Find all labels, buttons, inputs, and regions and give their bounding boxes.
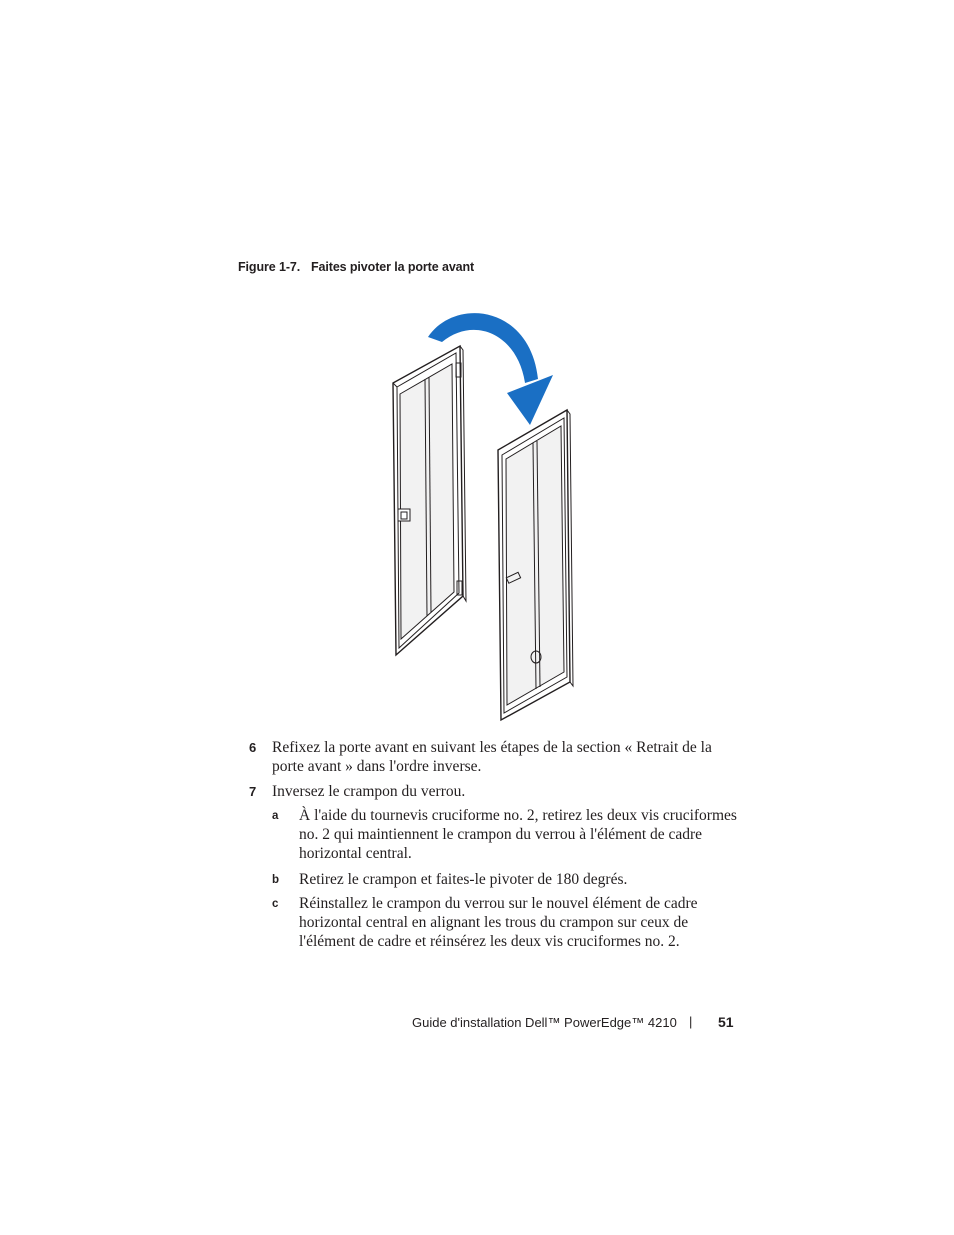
substep-letter: c (272, 898, 279, 910)
step-number: 7 (249, 784, 257, 799)
figure-number: Figure 1-7. (238, 260, 301, 274)
step-number: 6 (249, 740, 257, 755)
step-text: Refixez la porte avant en suivant les étapes de la section « Retrait de la porte avant » dans l'ordre inverse. (272, 739, 712, 775)
arrow-head (507, 375, 553, 425)
figure-caption (238, 260, 474, 274)
substep-text: À l'aide du tournevis cruciforme no. 2, retirez les deux vis cruciformes no. 2 qui maintiennent le crampon du verrou à l'élément de cadre horizontal central. (299, 807, 737, 862)
figure-title: Faites pivoter la porte avant (311, 260, 475, 274)
substep-letter: b (272, 874, 280, 886)
footer-title: Guide d'installation Dell™ PowerEdge™ 4210 (412, 1015, 677, 1030)
door-rotation-illustration (380, 295, 580, 725)
substep-text: Retirez le crampon et faites-le pivoter de 180 degrés. (299, 871, 628, 888)
door-after-rotation (498, 410, 573, 720)
substep-text: Réinstallez le crampon du verrou sur le nouvel élément de cadre horizontal central en alignant les trous du crampon sur ceux de l'élément de cadre et réinsérez les deux vis cruciformes no. 2. (299, 895, 698, 950)
substep-letter: a (272, 810, 279, 822)
step-text: Inversez le crampon du verrou. (272, 783, 466, 800)
door-before-rotation (393, 346, 466, 655)
page-number: 51 (718, 1014, 734, 1030)
footer-separator: | (689, 1014, 693, 1029)
